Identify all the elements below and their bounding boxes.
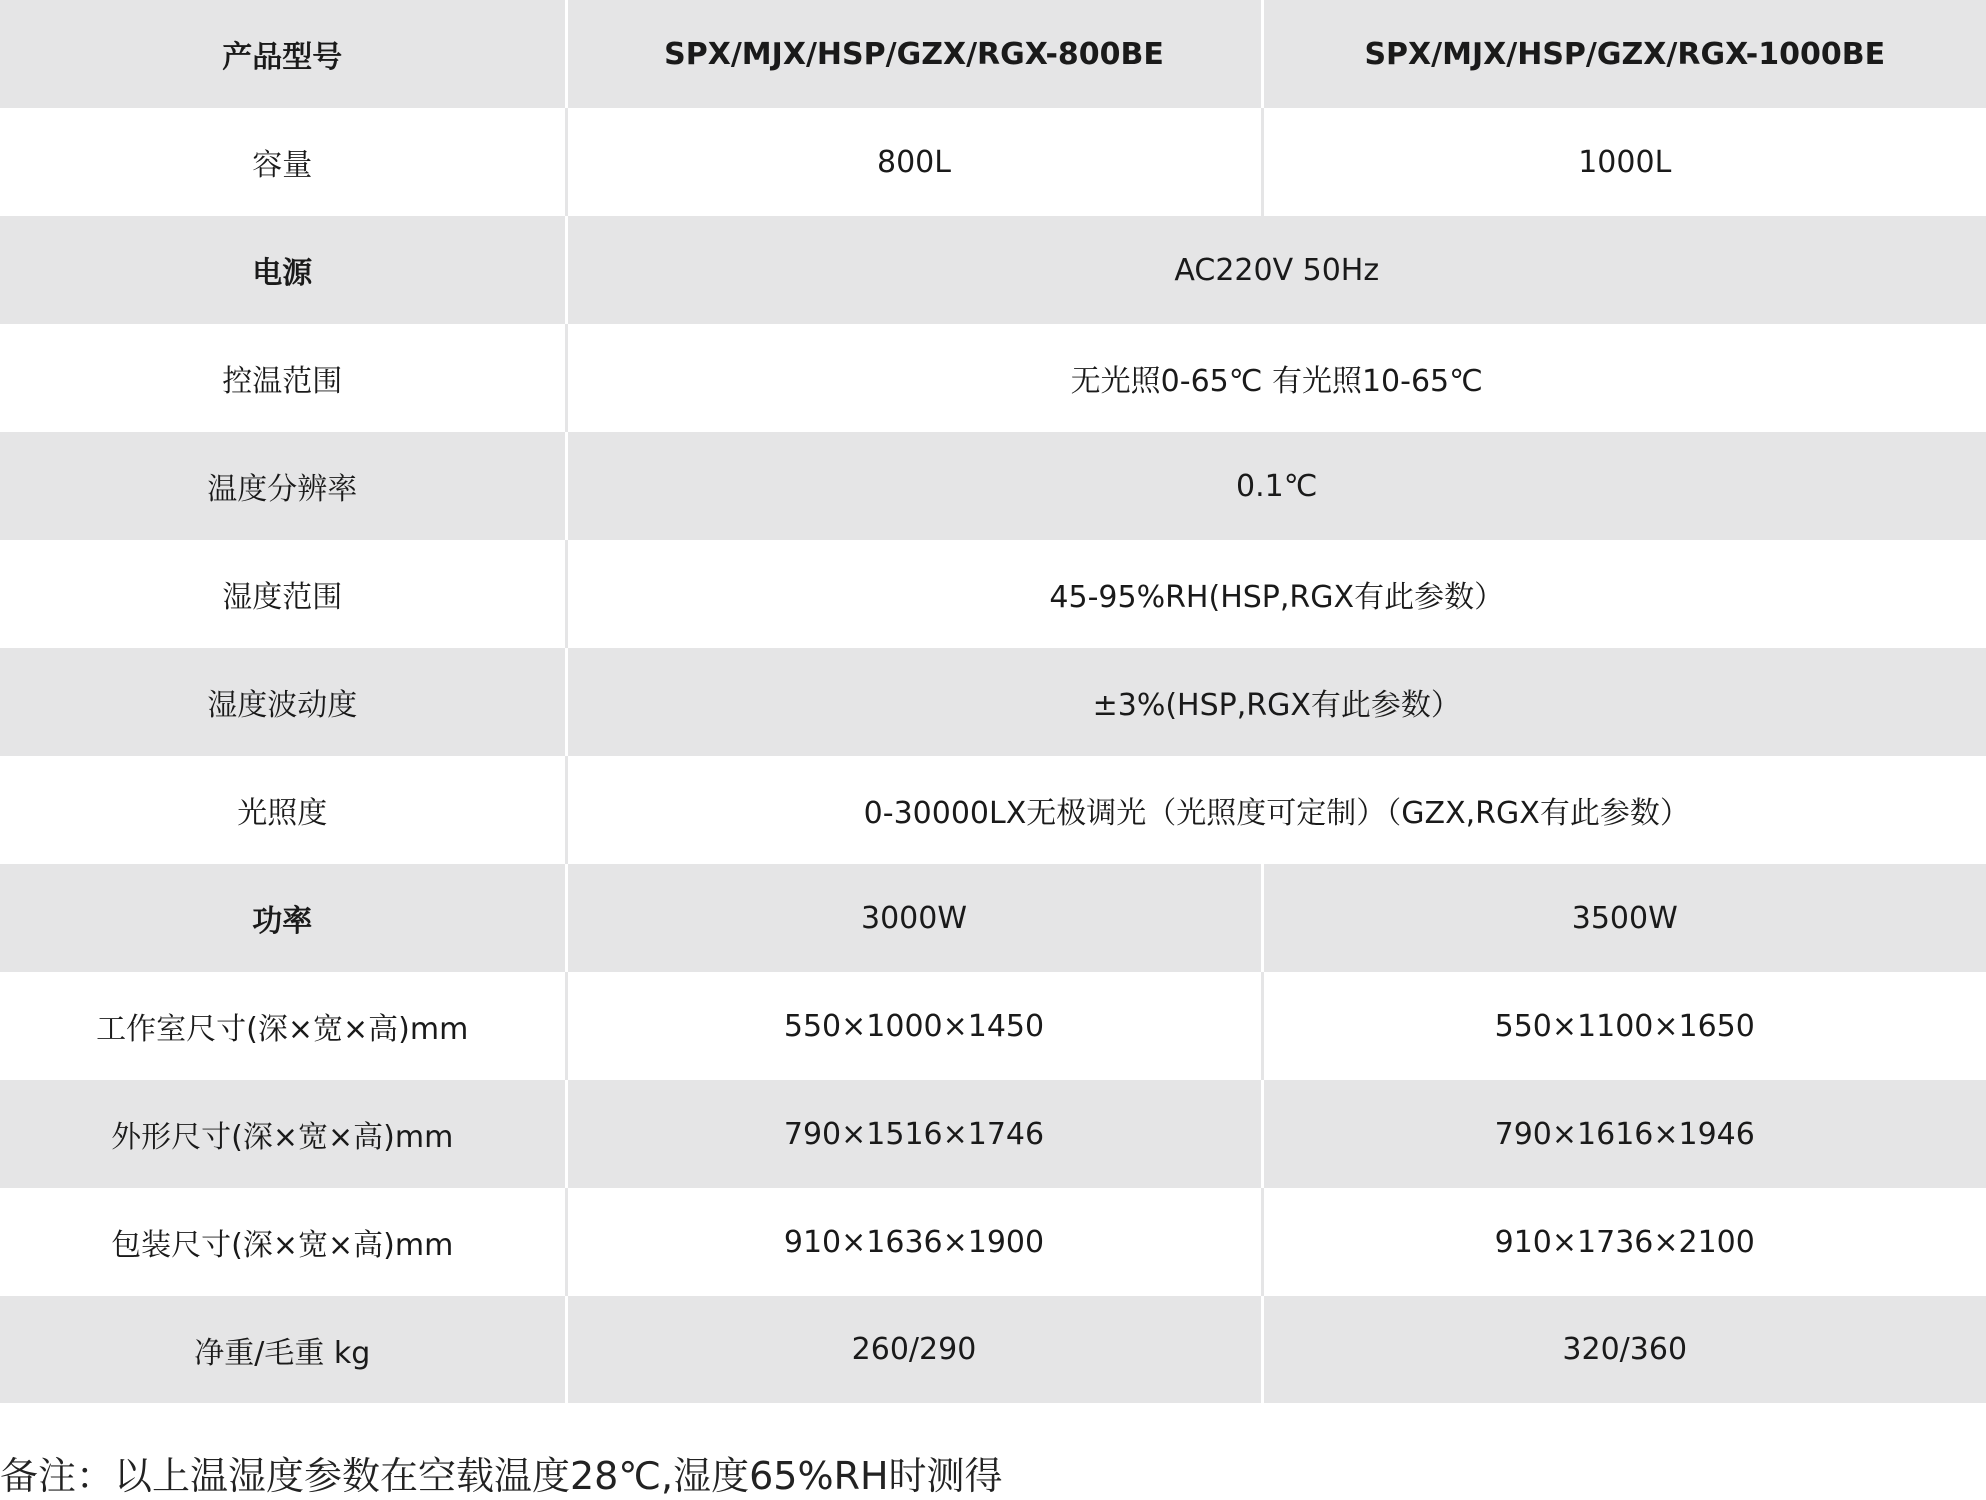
- row-value-b: 320/360: [1262, 1296, 1986, 1403]
- table-row-illuminance: [0, 756, 1986, 864]
- row-value-merged: 0-30000LX无极调光（光照度可定制）（GZX,RGX有此参数）: [566, 756, 1986, 864]
- table-row-capacity: [0, 108, 1986, 216]
- row-value-b: 3500W: [1262, 864, 1986, 972]
- row-value-b: 910×1736×2100: [1262, 1188, 1986, 1296]
- row-label: 工作室尺寸(深×宽×高)mm: [0, 972, 566, 1080]
- row-value-merged: ±3%(HSP,RGX有此参数）: [566, 648, 1986, 756]
- row-value-a: 910×1636×1900: [566, 1188, 1262, 1296]
- row-label: 容量: [0, 108, 566, 216]
- table-header-row: [0, 0, 1986, 108]
- table-row-package-size: [0, 1188, 1986, 1296]
- table-row-humidity-range: [0, 540, 1986, 648]
- row-value-a: 260/290: [566, 1296, 1262, 1403]
- table-row-temp-resolution: [0, 432, 1986, 540]
- row-value-merged: 45-95%RH(HSP,RGX有此参数）: [566, 540, 1986, 648]
- table-row-power: [0, 864, 1986, 972]
- row-value-b: 1000L: [1262, 108, 1986, 216]
- row-value-merged: 0.1℃: [566, 432, 1986, 540]
- row-label: 包装尺寸(深×宽×高)mm: [0, 1188, 566, 1296]
- row-label: 电源: [0, 216, 566, 324]
- row-label: 湿度波动度: [0, 648, 566, 756]
- row-label: 净重/毛重 kg: [0, 1296, 566, 1403]
- table-row-power-supply: [0, 216, 1986, 324]
- row-value-a: 550×1000×1450: [566, 972, 1262, 1080]
- table-row-humidity-fluctuation: [0, 648, 1986, 756]
- row-value-a: 800L: [566, 108, 1262, 216]
- row-value-a: 3000W: [566, 864, 1262, 972]
- row-value-b: 550×1100×1650: [1262, 972, 1986, 1080]
- row-label: 光照度: [0, 756, 566, 864]
- table-row-temp-range: [0, 324, 1986, 432]
- table-row-outer-size: [0, 1080, 1986, 1188]
- row-label: 湿度范围: [0, 540, 566, 648]
- row-label: 功率: [0, 864, 566, 972]
- row-value-merged: 无光照0-65℃ 有光照10-65℃: [566, 324, 1986, 432]
- table-row-weight: [0, 1296, 1986, 1403]
- row-value-a: 790×1516×1746: [566, 1080, 1262, 1188]
- table-row-chamber-size: [0, 972, 1986, 1080]
- header-label-cell: 产品型号: [0, 0, 566, 108]
- header-model-a-cell: SPX/MJX/HSP/GZX/RGX-800BE: [566, 0, 1262, 108]
- row-label: 外形尺寸(深×宽×高)mm: [0, 1080, 566, 1188]
- row-label: 控温范围: [0, 324, 566, 432]
- row-value-b: 790×1616×1946: [1262, 1080, 1986, 1188]
- row-label: 温度分辨率: [0, 432, 566, 540]
- header-model-b-cell: SPX/MJX/HSP/GZX/RGX-1000BE: [1262, 0, 1986, 108]
- footnote: 备注：以上温湿度参数在空载温度28℃,湿度65%RH时测得: [0, 1454, 1003, 1498]
- row-value-merged: AC220V 50Hz: [566, 216, 1986, 324]
